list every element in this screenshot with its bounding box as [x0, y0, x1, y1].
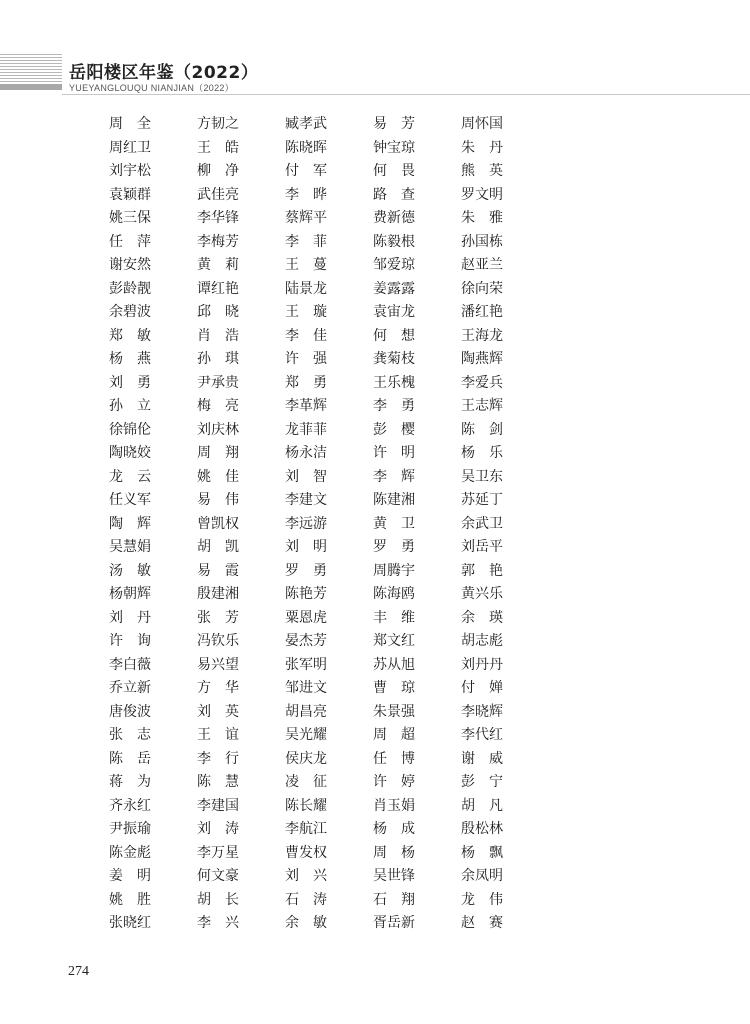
name-entry: 尹振瑜 [109, 821, 151, 837]
name-entry: 杨永洁 [285, 445, 327, 461]
name-row [109, 607, 549, 631]
name-entry: 陈毅根 [373, 233, 415, 250]
name-entry: 杨 乐 [461, 445, 503, 461]
name-row [109, 677, 549, 701]
name-row [109, 113, 549, 137]
name-row [109, 842, 549, 866]
name-entry: 张 志 [109, 727, 151, 743]
name-entry: 邹爱琼 [373, 257, 415, 273]
name-entry: 易兴望 [197, 656, 239, 673]
name-entry: 余武卫 [461, 515, 503, 532]
name-entry: 丰 维 [373, 609, 415, 626]
header-stripe-decoration [0, 54, 62, 84]
header-rule [62, 94, 750, 95]
name-entry: 蔡辉平 [285, 210, 327, 226]
name-entry: 齐永红 [109, 797, 151, 814]
name-entry: 谭红艳 [197, 280, 239, 297]
name-entry: 罗 勇 [285, 562, 327, 579]
name-entry: 熊 英 [461, 163, 503, 179]
name-entry: 王 璇 [285, 304, 327, 320]
name-entry: 姚三保 [109, 210, 151, 226]
name-entry: 余 敏 [285, 915, 327, 931]
running-header [0, 54, 750, 94]
name-entry: 李晓辉 [461, 703, 503, 720]
name-entry: 王 谊 [197, 727, 239, 743]
name-entry: 柳 净 [197, 163, 239, 179]
name-entry: 郑 敏 [109, 327, 151, 344]
name-entry: 王志辉 [461, 398, 503, 414]
name-entry: 吴卫东 [461, 468, 503, 485]
page-number: 274 [68, 964, 89, 979]
name-entry: 李代红 [461, 727, 503, 743]
name-entry: 黄 卫 [373, 515, 415, 532]
name-entry: 刘 涛 [197, 821, 239, 837]
name-entry: 徐锦伦 [109, 421, 151, 438]
name-entry: 余凤明 [461, 868, 503, 884]
name-entry: 任 萍 [109, 233, 151, 250]
name-entry: 龙 伟 [461, 891, 503, 908]
name-entry: 罗 勇 [373, 539, 415, 555]
name-entry: 龚菊枝 [373, 351, 415, 367]
name-row [109, 701, 549, 725]
name-entry: 余碧波 [109, 304, 151, 320]
name-entry: 任 博 [373, 750, 415, 767]
name-row [109, 771, 549, 795]
name-entry: 张 芳 [197, 609, 239, 626]
name-entry: 易 伟 [197, 492, 239, 508]
name-entry: 李革辉 [285, 398, 327, 414]
name-entry: 尹承贵 [197, 374, 239, 391]
name-entry: 陈 岳 [109, 750, 151, 767]
name-entry: 方韧之 [197, 116, 239, 132]
name-entry: 李 菲 [285, 233, 327, 250]
name-entry: 梅 亮 [197, 398, 239, 414]
name-entry: 凌 征 [285, 774, 327, 790]
name-entry: 彭龄靓 [109, 280, 151, 297]
name-row [109, 466, 549, 490]
name-entry: 张军明 [285, 656, 327, 673]
name-entry: 李爱兵 [461, 374, 503, 391]
name-entry: 陈艳芳 [285, 586, 327, 602]
name-entry: 刘宇松 [109, 163, 151, 179]
name-entry: 杨 飘 [461, 844, 503, 861]
name-row [109, 137, 549, 161]
name-entry: 郑 勇 [285, 374, 327, 391]
name-entry: 何 畏 [373, 163, 415, 179]
name-entry: 付 婵 [461, 680, 503, 696]
name-entry: 吴世锋 [373, 868, 415, 884]
name-entry: 孙 琪 [197, 351, 239, 367]
name-entry: 刘 明 [285, 539, 327, 555]
name-entry: 陈金彪 [109, 844, 151, 861]
name-row [109, 889, 549, 913]
name-entry: 付 军 [285, 163, 327, 179]
name-entry: 杨 燕 [109, 351, 151, 367]
name-entry: 李白薇 [109, 656, 151, 673]
name-entry: 周 杨 [373, 844, 415, 861]
name-entry: 方 华 [197, 680, 239, 696]
book-title: 岳阳楼区年鉴（2022） [69, 63, 259, 83]
name-row [109, 583, 549, 607]
name-entry: 李 辉 [373, 468, 415, 485]
name-entry: 罗文明 [461, 186, 503, 203]
name-entry: 朱景强 [373, 703, 415, 720]
name-entry: 杨 成 [373, 821, 415, 837]
name-entry: 朱 雅 [461, 210, 503, 226]
name-entry: 李建国 [197, 797, 239, 814]
name-entry: 李华锋 [197, 210, 239, 226]
name-entry: 王乐槐 [373, 374, 415, 391]
header-bar-decoration [0, 84, 62, 90]
name-row [109, 560, 549, 584]
name-row [109, 231, 549, 255]
name-entry: 刘 勇 [109, 374, 151, 391]
name-row [109, 207, 549, 231]
name-entry: 殷建湘 [197, 586, 239, 602]
name-entry: 唐俊波 [109, 703, 151, 720]
name-entry: 谢 威 [461, 750, 503, 767]
name-row [109, 724, 549, 748]
name-entry: 周 超 [373, 727, 415, 743]
name-entry: 蒋 为 [109, 774, 151, 790]
name-row [109, 630, 549, 654]
name-entry: 余 瑛 [461, 609, 503, 626]
name-row [109, 254, 549, 278]
name-entry: 殷松林 [461, 821, 503, 837]
name-entry: 易 霞 [197, 562, 239, 579]
name-entry: 李 勇 [373, 398, 415, 414]
name-row [109, 818, 549, 842]
name-entry: 侯庆龙 [285, 750, 327, 767]
name-entry: 刘 丹 [109, 609, 151, 626]
name-row [109, 795, 549, 819]
name-entry: 孙国栋 [461, 233, 503, 250]
name-entry: 曾凯权 [197, 515, 239, 532]
name-entry: 石 翔 [373, 891, 415, 908]
name-entry: 龙 云 [109, 468, 151, 485]
name-row [109, 325, 549, 349]
name-entry: 彭 宁 [461, 774, 503, 790]
name-entry: 李远游 [285, 515, 327, 532]
name-entry: 李 佳 [285, 327, 327, 344]
name-entry: 张晓红 [109, 915, 151, 931]
name-row [109, 160, 549, 184]
name-entry: 苏从旭 [373, 656, 415, 673]
name-entry: 胡 凡 [461, 797, 503, 814]
name-entry: 曹发权 [285, 844, 327, 861]
name-entry: 李 兴 [197, 915, 239, 931]
name-entry: 孙 立 [109, 398, 151, 414]
name-entry: 刘 智 [285, 468, 327, 485]
name-entry: 王 蔓 [285, 257, 327, 273]
name-entry: 姚 佳 [197, 468, 239, 485]
name-entry: 路 查 [373, 186, 415, 203]
name-row [109, 184, 549, 208]
name-entry: 肖玉娟 [373, 797, 415, 814]
name-entry: 许 明 [373, 445, 415, 461]
name-entry: 龙菲菲 [285, 421, 327, 438]
name-entry: 袁颖群 [109, 186, 151, 203]
name-entry: 郭 艳 [461, 562, 503, 579]
name-entry: 袁宙龙 [373, 304, 415, 320]
name-entry: 潘红艳 [461, 304, 503, 320]
name-entry: 刘岳平 [461, 539, 503, 555]
name-entry: 吴光耀 [285, 727, 327, 743]
name-entry: 刘丹丹 [461, 656, 503, 673]
name-entry: 乔立新 [109, 680, 151, 696]
name-entry: 陶燕辉 [461, 351, 503, 367]
name-entry: 姜 明 [109, 868, 151, 884]
name-entry: 许 强 [285, 351, 327, 367]
name-entry: 李 行 [197, 750, 239, 767]
name-entry: 许 婷 [373, 774, 415, 790]
name-row [109, 865, 549, 889]
name-row [109, 513, 549, 537]
name-entry: 胡 长 [197, 891, 239, 908]
name-entry: 彭 樱 [373, 421, 415, 438]
name-row [109, 748, 549, 772]
name-entry: 易 芳 [373, 116, 415, 132]
name-entry: 何 想 [373, 327, 415, 344]
name-entry: 李梅芳 [197, 233, 239, 250]
name-entry: 姚 胜 [109, 891, 151, 908]
name-entry: 李 晔 [285, 186, 327, 203]
name-entry: 周腾宇 [373, 562, 415, 579]
name-entry: 陈海鸥 [373, 586, 415, 602]
name-entry: 刘 兴 [285, 868, 327, 884]
name-entry: 肖 浩 [197, 327, 239, 344]
name-entry: 胥岳新 [373, 915, 415, 931]
name-entry: 胡 凯 [197, 539, 239, 555]
name-entry: 邹进文 [285, 680, 327, 696]
name-row [109, 372, 549, 396]
name-entry: 陆景龙 [285, 280, 327, 297]
name-entry: 周红卫 [109, 139, 151, 156]
name-entry: 胡志彪 [461, 633, 503, 649]
name-entry: 晏杰芳 [285, 633, 327, 649]
name-row [109, 395, 549, 419]
name-entry: 邱 晓 [197, 304, 239, 320]
name-entry: 陶晓姣 [109, 445, 151, 461]
name-entry: 刘 英 [197, 703, 239, 720]
name-entry: 陈建湘 [373, 492, 415, 508]
name-entry: 朱 丹 [461, 139, 503, 156]
name-entry: 王 皓 [197, 139, 239, 156]
name-entry: 周 翔 [197, 445, 239, 461]
name-entry: 石 涛 [285, 891, 327, 908]
name-entry: 刘庆林 [197, 421, 239, 438]
name-row [109, 301, 549, 325]
name-entry: 汤 敏 [109, 562, 151, 579]
name-row [109, 419, 549, 443]
name-row [109, 348, 549, 372]
name-entry: 王海龙 [461, 327, 503, 344]
name-entry: 许 询 [109, 633, 151, 649]
name-entry: 杨朝辉 [109, 586, 151, 602]
name-entry: 周怀国 [461, 116, 503, 132]
name-entry: 武佳亮 [197, 186, 239, 203]
name-row [109, 654, 549, 678]
name-row [109, 489, 549, 513]
name-entry: 费新德 [373, 210, 415, 226]
name-entry: 苏延丁 [461, 492, 503, 508]
name-entry: 徐向荣 [461, 280, 503, 297]
name-entry: 李航江 [285, 821, 327, 837]
name-entry: 胡昌亮 [285, 703, 327, 720]
name-entry: 郑文红 [373, 633, 415, 649]
name-entry: 陈长耀 [285, 797, 327, 814]
name-entry: 谢安然 [109, 257, 151, 273]
name-row [109, 536, 549, 560]
name-entry: 黄兴乐 [461, 586, 503, 602]
name-row [109, 278, 549, 302]
name-entry: 姜露露 [373, 280, 415, 297]
name-entry: 陶 辉 [109, 515, 151, 532]
name-entry: 粟恩虎 [285, 609, 327, 626]
name-entry: 赵亚兰 [461, 257, 503, 273]
name-entry: 钟宝琼 [373, 139, 415, 156]
name-entry: 臧孝武 [285, 116, 327, 132]
name-entry: 陈晓晖 [285, 139, 327, 156]
name-entry: 陈 慧 [197, 774, 239, 790]
name-entry: 周 全 [109, 116, 151, 132]
name-entry: 何文豪 [197, 868, 239, 884]
name-entry: 冯钦乐 [197, 633, 239, 649]
name-row [109, 442, 549, 466]
name-entry: 曹 琼 [373, 680, 415, 696]
book-subtitle: YUEYANGLOUQU NIANJIAN（2022） [69, 83, 234, 93]
name-entry: 赵 赛 [461, 915, 503, 931]
name-entry: 吴慧娟 [109, 539, 151, 555]
names-list [109, 113, 549, 936]
name-entry: 李建文 [285, 492, 327, 508]
name-entry: 李万星 [197, 844, 239, 861]
name-row [109, 912, 549, 936]
name-entry: 黄 莉 [197, 257, 239, 273]
name-entry: 陈 剑 [461, 421, 503, 438]
name-entry: 任义军 [109, 492, 151, 508]
